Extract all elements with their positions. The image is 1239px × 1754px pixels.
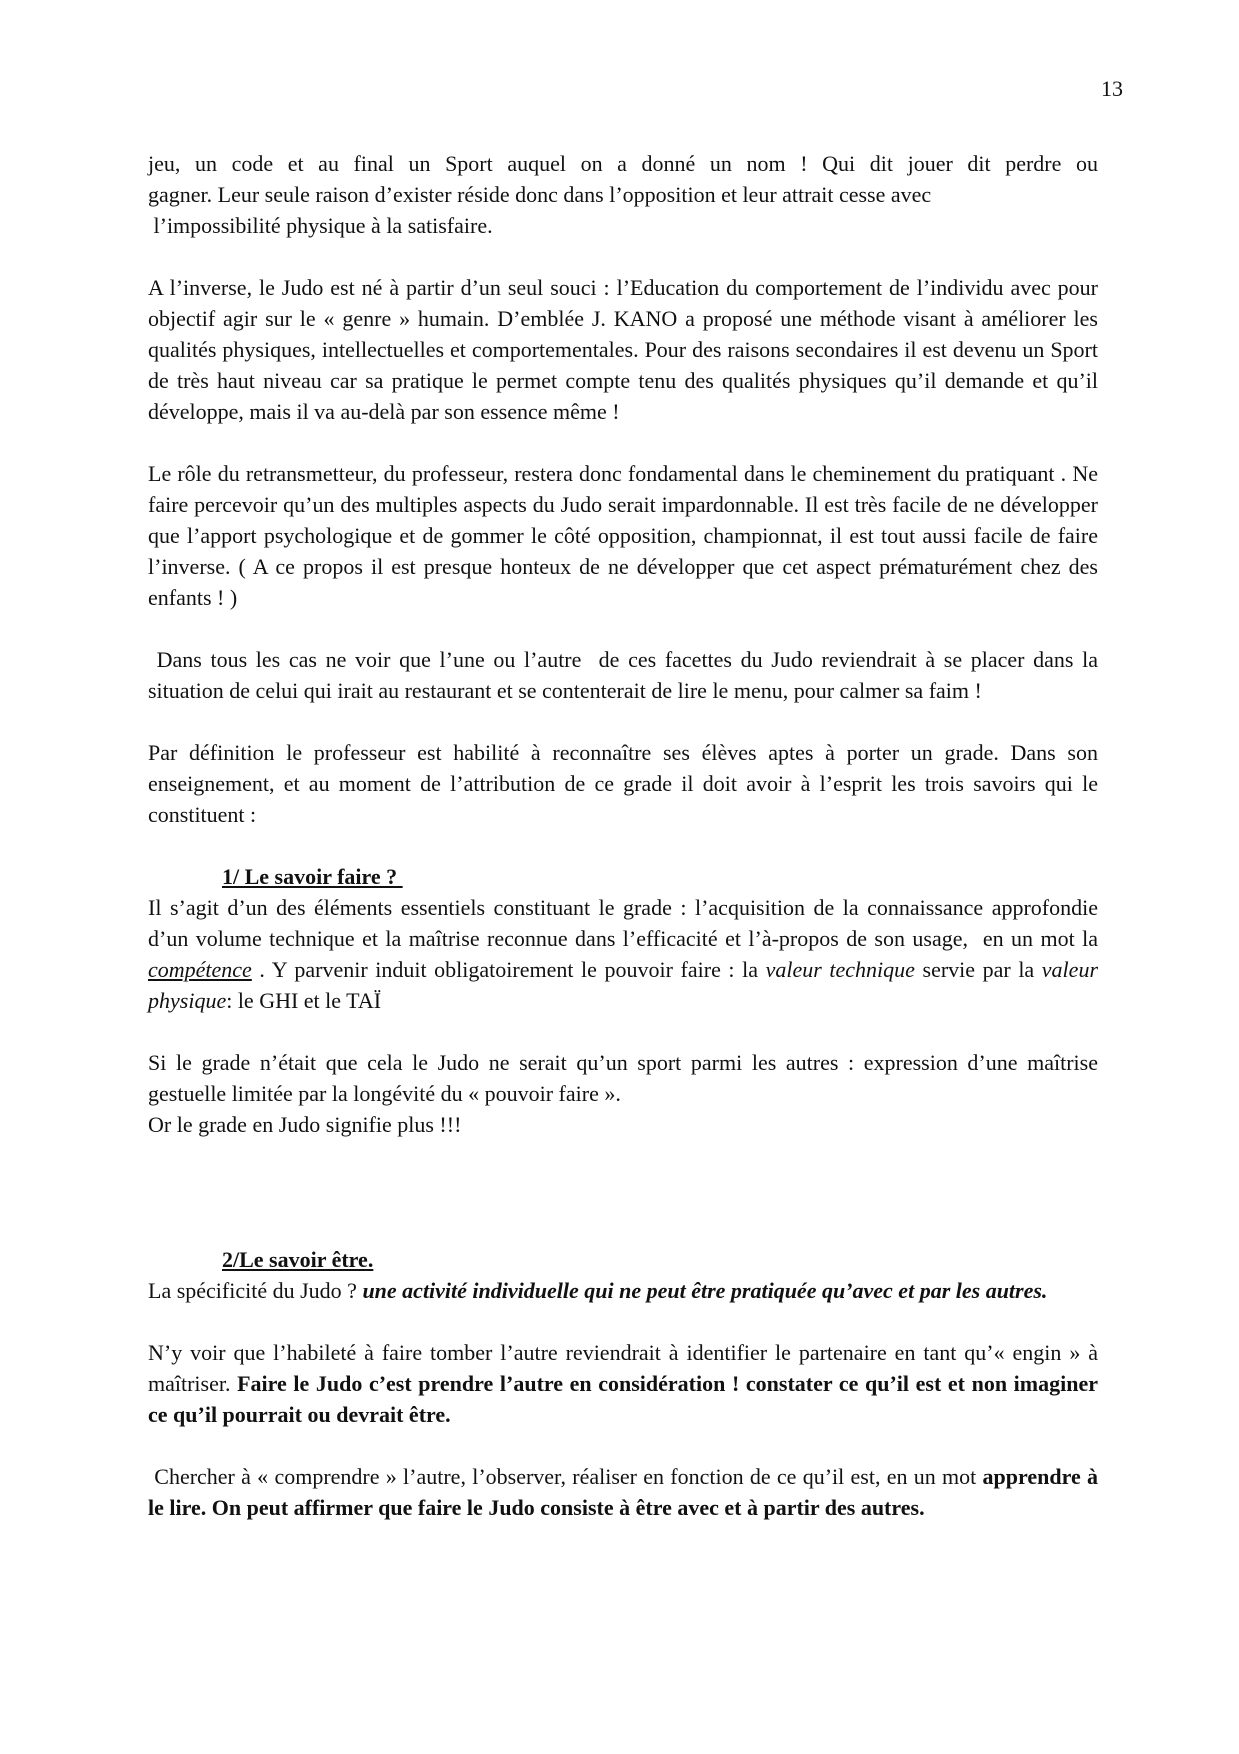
section-heading-savoir-faire: 1/ Le savoir faire ? bbox=[222, 864, 403, 889]
paragraph-grade-definition: Par définition le professeur est habilité à reconnaître ses élèves aptes à porter un grade. Dans son enseignement, et au moment de l’attribution de ce grade il doit avoir à l’esprit les trois savoirs qui le constituent : bbox=[148, 740, 1098, 827]
grade-limit-line-1: Si le grade n’était que cela le Judo ne serait qu’un sport parmi les autres : expression d’une maîtrise gestuelle limitée par la longévité du « pouvoir faire ». bbox=[148, 1050, 1098, 1106]
read-other-text: Chercher à « comprendre » l’autre, l’observer, réaliser en fonction de ce qu’il est, en un mot bbox=[148, 1464, 983, 1489]
paragraph-intro bbox=[148, 148, 1098, 241]
valeur-technique-term: valeur technique bbox=[765, 957, 915, 982]
paragraph-judo-origin: A l’inverse, le Judo est né à partir d’un seul souci : l’Education du comportement de l’individu avec pour objectif agir sur le « genre » humain. D’emblée J. KANO a proposé une méthode visant à améliorer les qualités physiques, intellectuelles et comportementales. Pour des raisons secondaires il est devenu un Sport de très haut niveau car sa pratique le permet compte tenu des qualités physiques qu’il demande et qu’il développe, mais il va au-delà par son essence même ! bbox=[148, 275, 1098, 424]
savoir-faire-text-c: servie par la bbox=[914, 957, 1042, 982]
paragraph-grade-limit bbox=[148, 1047, 1098, 1140]
paragraph-judo-specificity bbox=[148, 1275, 1098, 1306]
savoir-faire-text-b: . Y parvenir induit obligatoirement le pouvoir faire : la bbox=[251, 957, 766, 982]
read-other-bold: apprendre à le lire. On peut affirmer que faire le Judo consiste à être avec et à partir des autres. bbox=[148, 1464, 1104, 1520]
document-body bbox=[148, 148, 1109, 1523]
savoir-faire-text-d: : le GHI et le TAÏ bbox=[226, 988, 382, 1013]
page-number: 13 bbox=[1101, 76, 1123, 101]
specificity-lead: La spécificité du Judo ? bbox=[148, 1278, 363, 1303]
paragraph-intro-line-3: l’impossibilité physique à la satisfaire. bbox=[148, 213, 493, 238]
grade-limit-line-2: Or le grade en Judo signifie plus !!! bbox=[148, 1112, 462, 1137]
specificity-bold-italic: une activité individuelle qui ne peut être pratiquée qu’avec et par les autres. bbox=[362, 1278, 1048, 1303]
partner-text: N’y voir que l’habileté à faire tomber l’autre reviendrait à identifier le partenaire en tant qu’« engin » à maîtriser. bbox=[148, 1340, 1098, 1396]
paragraph-intro-line-2: gagner. Leur seule raison d’exister réside donc dans l’opposition et leur attrait cesse avec bbox=[148, 182, 932, 207]
section-heading-savoir-etre: 2/Le savoir être. bbox=[222, 1247, 374, 1272]
paragraph-read-the-other bbox=[148, 1461, 1104, 1523]
paragraph-partner-consideration bbox=[148, 1337, 1098, 1430]
paragraph-savoir-faire bbox=[148, 892, 1109, 1016]
paragraph-restaurant-metaphor: Dans tous les cas ne voir que l’une ou l’autre de ces facettes du Judo reviendrait à se placer dans la situation de celui qui irait au restaurant et se contenterait de lire le menu, pour calmer sa faim ! bbox=[148, 647, 1104, 703]
savoir-faire-text-a: Il s’agit d’un des éléments essentiels constituant le grade : l’acquisition de la connaissance approfondie d’un volume technique et la maîtrise reconnue dans l’efficacité et l’à-propos de son usage, en un mot la bbox=[148, 895, 1109, 951]
partner-bold: Faire le Judo c’est prendre l’autre en considération ! constater ce qu’il est et non imaginer ce qu’il pourrait ou devrait être. bbox=[148, 1371, 1098, 1427]
valeur-physique-term: valeur physique bbox=[148, 957, 1104, 1013]
paragraph-teacher-role: Le rôle du retransmetteur, du professeur, restera donc fondamental dans le cheminement du pratiquant . Ne faire percevoir qu’un des multiples aspects du Judo serait impardonnable. Il est très facile de ne développer que l’apport psychologique et de gommer le côté opposition, championnat, il est tout aussi facile de faire l’inverse. ( A ce propos il est presque honteux de ne développer que cet aspect prématurément chez des enfants ! ) bbox=[148, 461, 1098, 610]
competence-term: compétence bbox=[148, 957, 252, 982]
paragraph-intro-line-1: jeu, un code et au final un Sport auquel on a donné un nom ! Qui dit jouer dit perdre ou bbox=[148, 151, 1098, 176]
